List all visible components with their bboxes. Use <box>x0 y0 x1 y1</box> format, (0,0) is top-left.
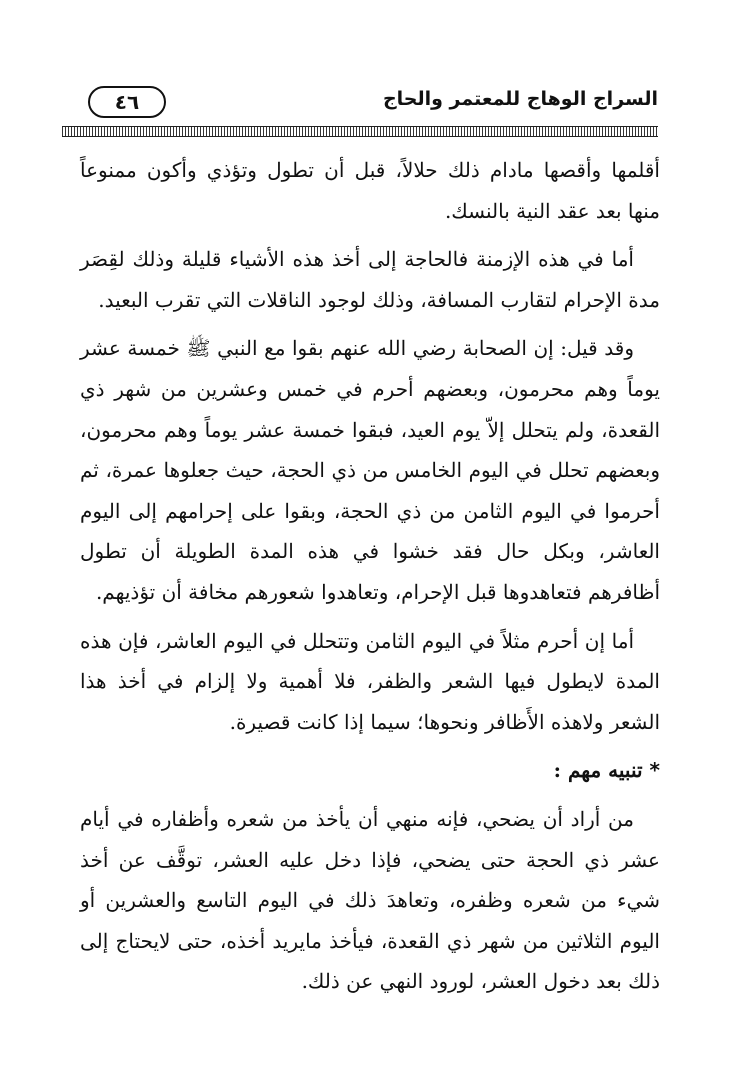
paragraph: وقد قيل: إن الصحابة رضي الله عنهم بقوا مع النبي ﷺ خمسة عشر يوماً وهم محرمون، وبعضهم أحرم في خمس وعشرين من شهر ذي القعدة، ولم يتحلل إلاّ يوم العيد، فبقوا خمسة عشر يوماً وهم محرمون، وبعضهم تحلل في اليوم الخامس من ذي الحجة، حيث جعلوها عمرة، ثم أحرموا في اليوم الثامن من ذي الحجة، وبقوا على إحرامهم إلى اليوم العاشر، وبكل حال فقد خشوا في هذه المدة الطويلة أن تطول أظافرهم فتعاهدوها قبل الإحرام، وتعاهدوا شعورهم مخافة أن تؤذيهم. <box>80 336 660 604</box>
note-heading-text: تنبيه مهم : <box>553 758 643 783</box>
note-paragraph: من أراد أن يضحي، فإنه منهي أن يأخذ من شعره وأظفاره في أيام عشر ذي الحجة حتى يضحي، فإذا دخل عليه العشر، توقَّف عن أخذ شيء من شعره وظفره، وتعاهدَ ذلك في اليوم التاسع والعشرين أو اليوم الثلاثين من شهر ذي القعدة، فيأخذ مايريد أخذه، حتى لايحتاج إلى ذلك بعد دخول العشر، لورود النهي عن ذلك. <box>80 806 660 994</box>
page-header <box>62 84 658 120</box>
paragraph: أما إن أحرم مثلاً في اليوم الثامن وتتحلل في اليوم العاشر، فإن هذه المدة لايطول فيها الشعر والظفر، فلا أهمية ولا إلزام في أخذ هذا الشعر ولاهذه الأَظافر ونحوها؛ سيما إذا كانت قصيرة. <box>80 628 660 734</box>
paragraph: أقلمها وأقصها مادام ذلك حلالاً، قبل أن تطول وتؤذي وأكون ممنوعاً منها بعد عقد النية بالنسك. <box>80 158 660 223</box>
page-number: ٤٦ <box>88 86 166 118</box>
page-body <box>80 150 660 1010</box>
header-rule <box>62 126 658 137</box>
book-title: السراج الوهاج للمعتمر والحاج <box>382 88 658 110</box>
note-heading <box>80 750 660 791</box>
paragraph: أما في هذه الإزمنة فالحاجة إلى أخذ هذه الأشياء قليلة وذلك لقِصَر مدة الإحرام لتقارب المسافة، وذلك لوجود الناقلات التي تقرب البعيد. <box>80 247 660 312</box>
star-icon: * <box>649 758 660 783</box>
